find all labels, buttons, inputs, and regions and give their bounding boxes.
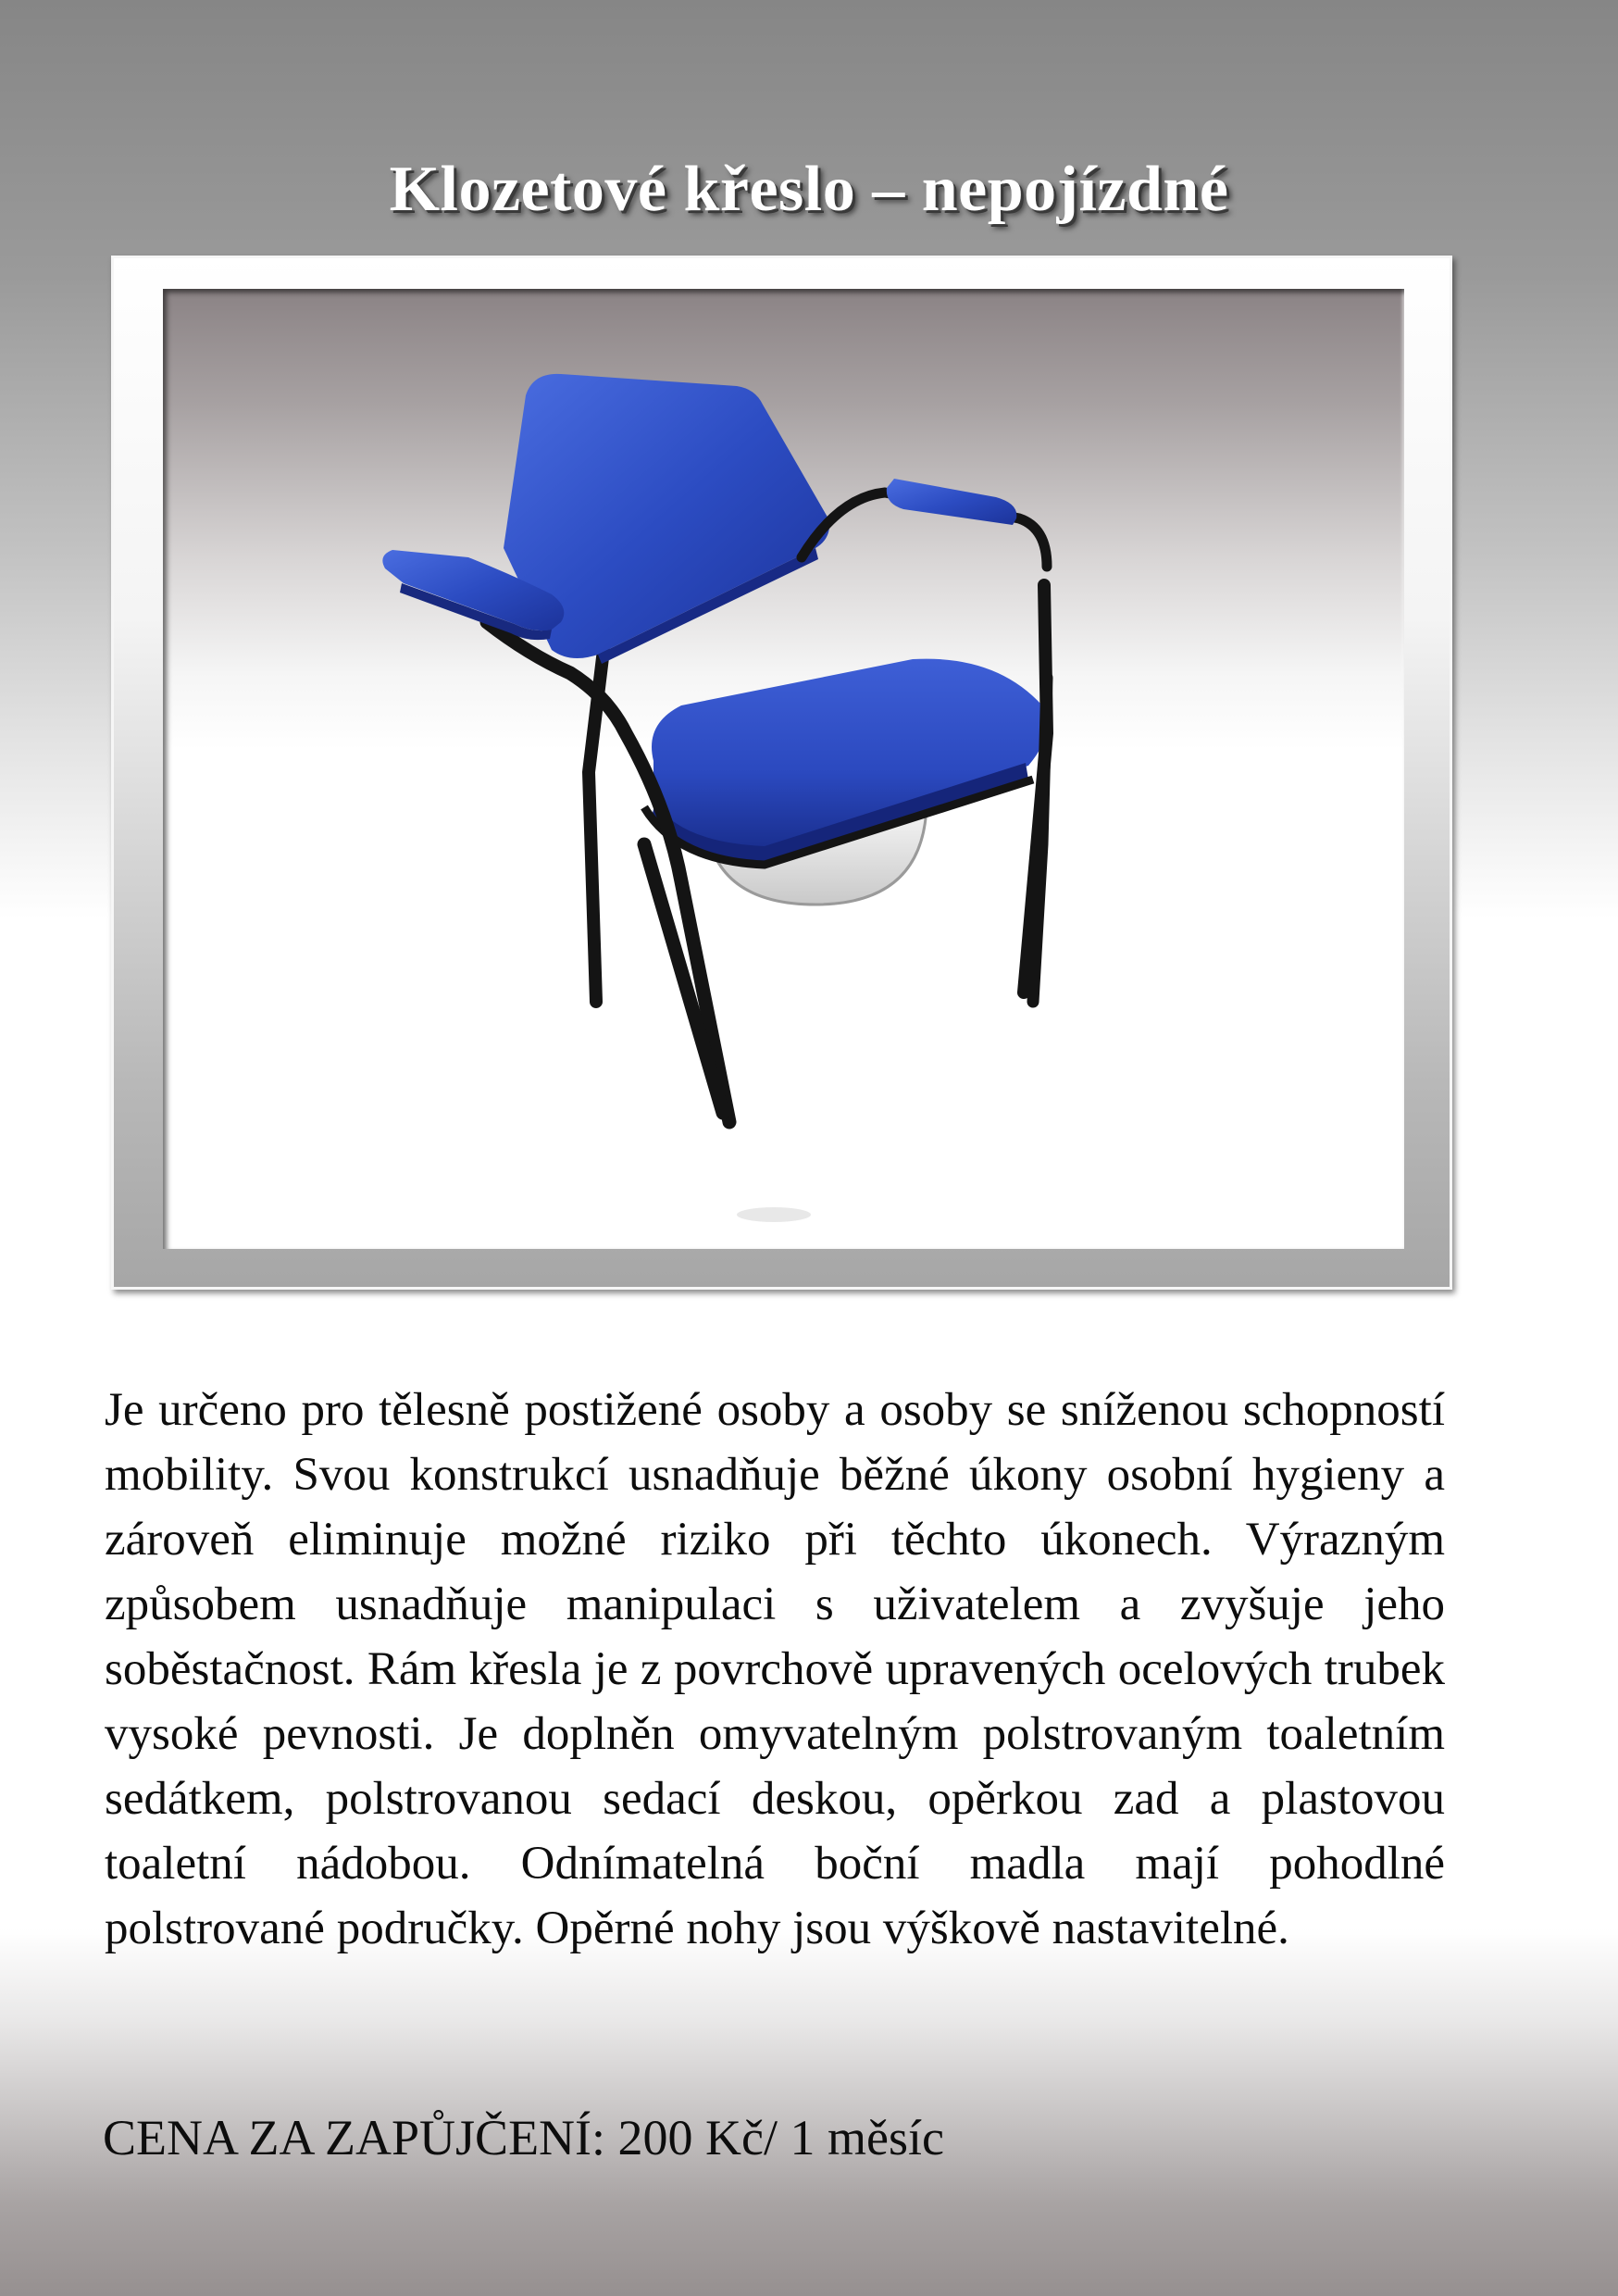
product-photo: [163, 289, 1404, 1249]
rental-price: CENA ZA ZAPŮJČENÍ: 200 Kč/ 1 měsíc: [103, 2110, 944, 2165]
commode-chair-image: [163, 289, 1404, 1249]
description-text: Je určeno pro tělesně postižené osoby a osoby se sníženou schopností mobility. Svou konstrukcí usnadňuje běžné úkony osobní hygieny a zároveň eliminuje možné riziko při těchto úkonech. Výrazným způsobem usnadňuje manipulaci s uživatelem a zvyšuje jeho soběstačnost. Rám křesla je z povrchově upravených ocelových trubek vysoké pevnosti. Je doplněn omyvatelným polstrovaným toaletním sedátkem, polstrovanou sedací deskou, opěrkou zad a plastovou toaletní nádobou. Odnímatelná boční madla mají pohodlné polstrované područky. Opěrné nohy jsou výškově nastavitelné.: [105, 1384, 1445, 1954]
page-title: Klozetové křeslo – nepojízdné: [389, 153, 1229, 225]
photo-frame: [111, 256, 1452, 1290]
